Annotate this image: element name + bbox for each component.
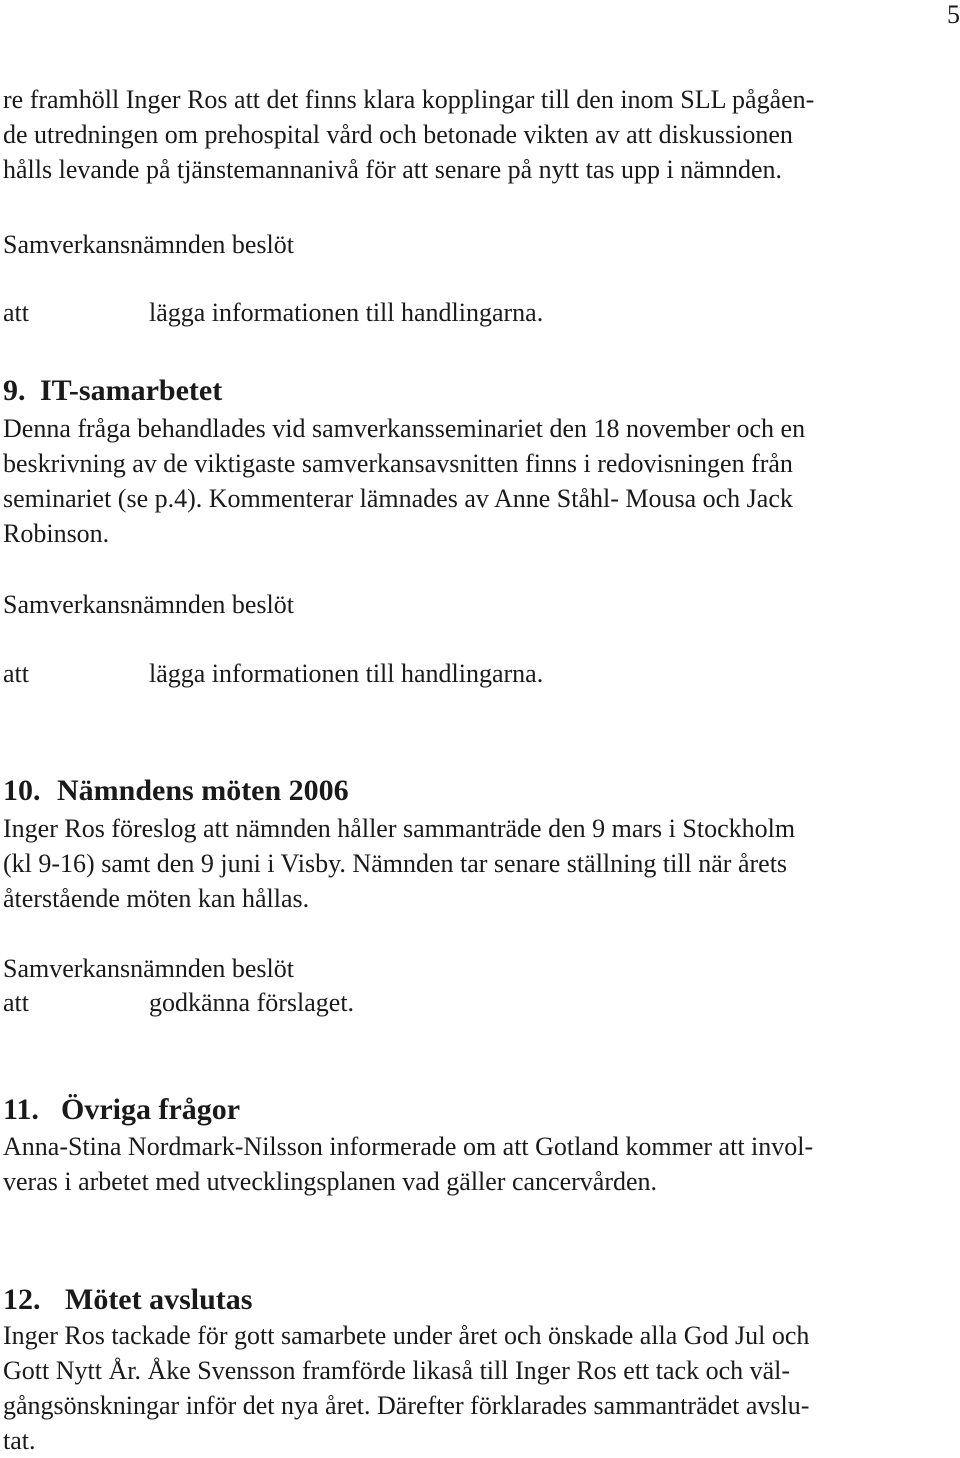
intro-line: de utredningen om prehospital vård och betonade vikten av att diskussionen [3, 120, 793, 149]
decision-text: godkänna förslaget. [149, 988, 355, 1017]
decision-line [3, 295, 543, 330]
paragraph-line: gångsönskningar inför det nya året. Därefter förklarades sammanträdet avslu- [3, 1391, 810, 1420]
decision-line [3, 985, 354, 1020]
paragraph-line: Denna fråga behandlades vid samverkansseminariet den 18 november och en [3, 414, 806, 443]
paragraph-line: (kl 9-16) samt den 9 juni i Visby. Nämnden tar senare ställning till när årets [3, 849, 788, 878]
section-paragraph [3, 411, 805, 551]
decision-heading: Samverkansnämnden beslöt [3, 230, 294, 259]
paragraph-line: Inger Ros föreslog att nämnden håller sammanträde den 9 mars i Stockholm [3, 814, 796, 843]
decision-text: lägga informationen till handlingarna. [149, 659, 544, 688]
page-number: 5 [947, 0, 960, 29]
section-paragraph [3, 1318, 809, 1458]
section-heading [3, 1092, 240, 1127]
decision-text: lägga informationen till handlingarna. [149, 298, 544, 327]
paragraph-line: Anna-Stina Nordmark-Nilsson informerade om att Gotland kommer att invol- [3, 1132, 814, 1161]
decision-line [3, 656, 543, 691]
section-title: Mötet avslutas [65, 1283, 253, 1316]
section-number: 12. [3, 1283, 41, 1316]
section-title: IT-samarbetet [40, 374, 223, 407]
section-heading [3, 373, 222, 408]
intro-paragraph [3, 82, 814, 187]
decision-att: att [3, 988, 29, 1017]
paragraph-line: tat. [3, 1426, 36, 1455]
decision-heading: Samverkansnämnden beslöt [3, 590, 294, 619]
paragraph-line: veras i arbetet med utvecklingsplanen vad gäller cancervården. [3, 1167, 658, 1196]
section-heading [3, 773, 349, 808]
paragraph-line: seminariet (se p.4). Kommenterar lämnades av Anne Ståhl- Mousa och Jack [3, 484, 793, 513]
decision-att: att [3, 298, 29, 327]
section-number: 10. [3, 774, 41, 807]
paragraph-line: Inger Ros tackade för gott samarbete under året och önskade alla God Jul och [3, 1321, 810, 1350]
section-title: Nämndens möten 2006 [57, 774, 349, 807]
section-paragraph [3, 1129, 813, 1199]
section-paragraph [3, 811, 795, 916]
decision-heading: Samverkansnämnden beslöt [3, 954, 294, 983]
paragraph-line: Robinson. [3, 519, 110, 548]
section-title: Övriga frågor [61, 1093, 241, 1126]
section-heading [3, 1282, 252, 1317]
paragraph-line: beskrivning av de viktigaste samverkansavsnitten finns i redovisningen från [3, 449, 793, 478]
section-number: 11. [3, 1093, 39, 1126]
section-number: 9. [3, 374, 26, 407]
decision-att: att [3, 659, 29, 688]
intro-line: hålls levande på tjänstemannanivå för att senare på nytt tas upp i nämnden. [3, 155, 783, 184]
intro-line: re framhöll Inger Ros att det finns klara kopplingar till den inom SLL pågåen- [3, 85, 815, 114]
paragraph-line: Gott Nytt År. Åke Svensson framförde likaså till Inger Ros ett tack och väl- [3, 1356, 791, 1385]
paragraph-line: återstående möten kan hållas. [3, 884, 310, 913]
